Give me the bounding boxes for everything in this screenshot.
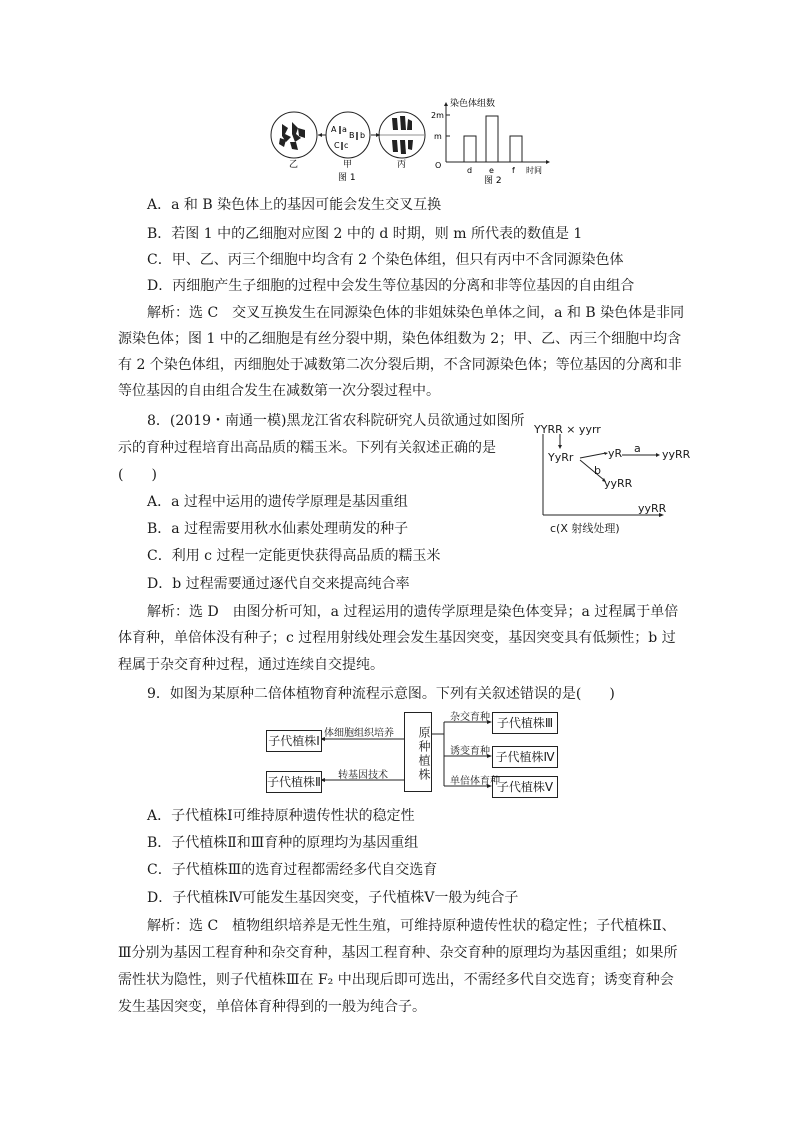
q8-analysis-line-1: 解析：选 D 由图分析可知，a 过程运用的遗传学原理是染色体变异；a 过程属于单倍 <box>147 604 679 620</box>
bar-f <box>510 136 522 162</box>
q9-analysis-line-2: Ⅲ分别为基因工程育种和杂交育种，基因工程育种、杂交育种的原理均为基因重组；如果所 <box>118 945 678 961</box>
q8-option-d: D．b 过程需要通过逐代自交来提高纯合率 <box>147 576 410 592</box>
q9-flow-diagram <box>264 712 564 802</box>
q9-plant-3-box: 子代植株Ⅲ <box>492 712 558 734</box>
q9-plant-5-box: 子代植株Ⅴ <box>492 776 558 798</box>
q9-option-d: D．子代植株Ⅳ可能发生基因突变，子代植株Ⅴ一般为纯合子 <box>147 890 519 906</box>
q7-option-a: A．a 和 B 染色体上的基因可能会发生交叉互换 <box>147 197 442 213</box>
q9-method-4: 诱变育种 <box>450 746 490 757</box>
ytick-2m: 2m <box>431 111 444 120</box>
q8-a-label: a <box>634 442 641 455</box>
cell-label-jia: 甲 <box>343 160 353 170</box>
q7-option-d: D．丙细胞产生子细胞的过程中会发生等位基因的分离和非等位基因的自由组合 <box>147 278 635 294</box>
q8-f1-label: YyRr <box>548 451 574 464</box>
q8-c-label: c(X 射线处理) <box>550 522 620 535</box>
svg-text:‖: ‖ <box>355 131 359 140</box>
q9-analysis-line-1: 解析：选 C 植物组织培养是无性生殖，可维持原种遗传性状的稳定性；子代植株Ⅱ、 <box>147 918 676 934</box>
cell-gene-B: B <box>349 131 355 140</box>
q7-analysis-line-1: 解析：选 C 交叉互换发生在同源染色体的非姐妹染色单体之间，a 和 B 染色体是非同 <box>147 305 685 321</box>
q9-method-1: 体细胞组织培养 <box>324 728 394 739</box>
q8-stem-line-1: 8．(2019・南通一模)黑龙江省农科院研究人员欲通过如图所 <box>147 413 525 429</box>
figure-2 <box>430 96 554 184</box>
q9-plant-1-box: 子代植株Ⅰ <box>266 730 322 752</box>
q9-plant-2-box: 子代植株Ⅱ <box>266 771 322 793</box>
bar-d <box>464 136 476 162</box>
q9-method-3: 杂交育种 <box>450 712 490 723</box>
cell-gene-b: b <box>360 131 366 140</box>
svg-text:‖: ‖ <box>338 125 342 134</box>
q7-analysis-line-4: 等位基因的自由组合发生在减数第一次分裂过程中。 <box>118 383 440 399</box>
q8-yyRR-a-label: yyRR <box>662 448 691 461</box>
q9-option-c: C．子代植株Ⅲ的选育过程都需经多代自交选育 <box>147 862 438 878</box>
q8-breeding-diagram <box>534 420 694 540</box>
q8-option-a: A．a 过程中运用的遗传学原理是基因重组 <box>147 494 408 510</box>
q8-option-c: C．利用 c 过程一定能更快获得高品质的糯玉米 <box>147 548 441 564</box>
figure-1-caption: 图 1 <box>338 173 356 182</box>
q7-analysis-line-2: 源染色体；图 1 中的乙细胞是有丝分裂中期，染色体组数为 2；甲、乙、丙三个细胞中均含 <box>118 331 682 347</box>
q7-analysis-line-3: 有 2 个染色体组，丙细胞处于减数第二次分裂后期，不含同源染色体；等位基因的分离和非 <box>118 357 682 373</box>
q9-analysis-line-4: 发生基因突变，单倍体育种得到的一般为纯合子。 <box>118 999 426 1015</box>
q8-analysis-line-2: 体育种，单倍体没有种子；c 过程用射线处理会发生基因突变，基因突变具有低频性；b 过 <box>118 630 676 646</box>
q8-analysis-line-3: 程属于杂交育种过程，通过连续自交提纯。 <box>118 657 384 673</box>
cell-label-yi: 乙 <box>289 160 299 170</box>
figure-1 <box>268 104 428 182</box>
q8-cross-label: YYRR × yyrr <box>534 423 601 436</box>
chart-bars <box>464 116 522 162</box>
xtick-e: e <box>489 166 494 175</box>
q7-option-c: C．甲、乙、丙三个细胞中均含有 2 个染色体组，但只有丙中不含同源染色体 <box>147 252 624 268</box>
cell-label-bing: 丙 <box>397 160 407 170</box>
q9-origin-box: 原种植株 <box>404 712 432 792</box>
ytick-m: m <box>434 132 442 141</box>
chart-ylabel: 染色体组数 <box>450 99 496 109</box>
xtick-d: d <box>467 166 473 175</box>
figure-2-chart <box>430 96 554 184</box>
xtick-time: 时间 <box>526 166 542 175</box>
q9-method-5: 单倍体育种 <box>450 776 500 787</box>
figure-1-cells <box>268 104 428 182</box>
svg-text:‖: ‖ <box>340 141 344 150</box>
figure-2-caption: 图 2 <box>484 176 502 184</box>
q9-method-2: 转基因技术 <box>338 770 388 781</box>
q8-option-b: B．a 过程需要用秋水仙素处理萌发的种子 <box>147 521 409 537</box>
q9-option-b: B．子代植株Ⅱ和Ⅲ育种的原理均为基因重组 <box>147 835 419 851</box>
q8-yyRR-c-label: yyRR <box>638 502 667 515</box>
q8-yR-label: yR <box>608 447 623 460</box>
cell-gene-C: C <box>334 141 340 150</box>
q9-option-a: A．子代植株Ⅰ可维持原种遗传性状的稳定性 <box>147 808 415 824</box>
ytick-origin: O <box>435 161 442 170</box>
bar-e <box>486 116 498 162</box>
cell-gene-c: c <box>344 141 349 150</box>
xtick-f: f <box>512 166 515 175</box>
q8-yyRR-b-label: yyRR <box>604 477 633 490</box>
q9-analysis-line-3: 需性状为隐性，则子代植株Ⅲ在 F₂ 中出现后即可选出，不需经多代自交选育；诱变育种会 <box>118 972 674 988</box>
q8-b-label: b <box>594 464 601 477</box>
q8-stem-line-3: ( ) <box>118 467 157 483</box>
q8-stem-line-2: 示的育种过程培育出高品质的糯玉米。下列有关叙述正确的是 <box>118 440 496 456</box>
q9-plant-4-box: 子代植株Ⅳ <box>492 746 558 768</box>
cell-gene-A: A <box>331 125 337 134</box>
cell-gene-a: a <box>342 125 347 134</box>
q7-option-b: B．若图 1 中的乙细胞对应图 2 中的 d 时期，则 m 所代表的数值是 1 <box>147 226 583 242</box>
q9-stem: 9．如图为某原种二倍体植物育种流程示意图。下列有关叙述错误的是( ) <box>147 686 615 702</box>
